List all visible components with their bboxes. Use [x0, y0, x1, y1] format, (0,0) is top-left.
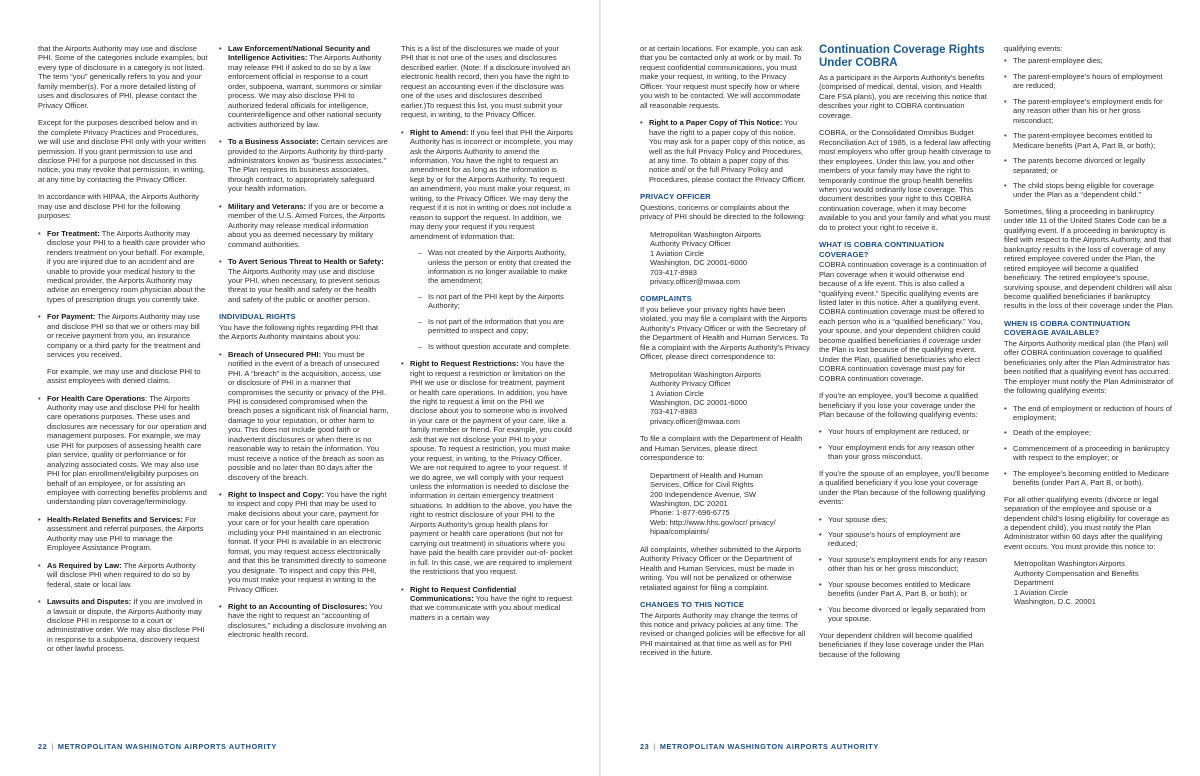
employer-events-list	[1004, 404, 1174, 488]
item-text: You have the right to request an “accounting of disclosures,” including a disclosure involving an electronic health record.	[228, 602, 387, 640]
item-title: For Treatment:	[47, 228, 100, 238]
list-item: • The employee’s becoming entitled to Medicare benefits (under Part A, Part B, or both).	[1004, 469, 1174, 488]
paragraph: All complaints, whether submitted to the Airports Authority Privacy Officer or the Department of Health and Human Services, must be made in writing. You will not be penalized or otherwise retaliated against for filing a complaint.	[640, 544, 802, 592]
right-page-column-1	[640, 44, 810, 666]
item-text: The Airports Authority will disclose PHI when required to do so by federal, state or local law.	[47, 560, 196, 589]
address-line: Metropolitan Washington Airports	[1014, 559, 1125, 569]
paragraph: The Airports Authority medical plan (the Plan) will offer COBRA continuation coverage to qualified beneficiaries only after the Plan Administrator has been notified that a qualifying event has occurred. The employer must notify the Plan Administrator of the following qualifying events:	[1004, 338, 1174, 396]
list-item: • Your spouse becomes entitled to Medicare benefits (under Part A, Part B, or both); or	[819, 580, 991, 599]
left-page-column-2	[219, 44, 389, 648]
list-item: • Death of the employee;	[1004, 428, 1174, 437]
list-item: – Is without question accurate and complete.	[418, 342, 573, 351]
list-item	[219, 137, 389, 194]
section-title-cobra	[819, 44, 991, 70]
child-events-list	[1004, 56, 1174, 199]
left-page-footer	[38, 742, 277, 751]
address-line: Metropolitan Washington Airports	[650, 229, 761, 239]
rights-list-final	[640, 118, 810, 184]
footer-org-name: METROPOLITAN WASHINGTON AIRPORTS AUTHORITY	[57, 742, 277, 751]
list-item	[219, 350, 389, 482]
item-text: If you are involved in a lawsuit or dispute, the Airports Authority may disclose PHI in response to a court or administrative order. We may also disclose PHI in response to a subpoena, discovery request or other lawful process.	[47, 597, 205, 654]
page-number: 22	[38, 742, 48, 751]
item-text: You have the right to a paper copy of this notice. You may ask for a paper copy of this notice, as well as the full Privacy Policy and Procedures, at any time. To obtain a paper copy of this notice and/ or the full Privacy Policy and Procedures, please contact the Privacy Officer.	[649, 118, 806, 184]
item-text: If you feel that PHI the Airports Authority has is incorrect or incomplete, you may ask the Airports Authority to amend the information. You have the right to request an amendment for as long as the information is kept by or for the Airports Authority. To request an amendment, you must make your request, in writing, to the Privacy Officer. We may deny the request if it is not in writing or does not include a reason to support the request. In addition, we may deny your request if you request amendment of information that:	[410, 127, 573, 241]
paragraph: The Airports Authority may change the terms of this notice and privacy policies at any time. The revised or changed policies will be effective for all PHI maintained at that time as well as for PHI received in the future.	[640, 610, 806, 658]
address-line: Metropolitan Washington Airports	[650, 369, 761, 379]
item-title: Lawsuits and Disputes:	[47, 597, 132, 607]
list-item: • Your spouse’s hours of employment are reduced;	[819, 530, 991, 549]
left-page-column-1	[38, 44, 208, 662]
item-title: As Required by Law:	[47, 560, 122, 570]
footer-org-name: METROPOLITAN WASHINGTON AIRPORTS AUTHORITY	[659, 742, 879, 751]
list-item: – Is not part of the information that you are permitted to inspect and copy;	[418, 317, 573, 336]
paragraph: As a participant in the Airports Authority’s benefits (comprised of medical, dental, vision, and Health Care FSA plans), you are receiving this notice that describes your right to COBRA continuation coverage.	[819, 73, 987, 120]
list-item: • Your hours of employment are reduced, or	[819, 427, 991, 436]
right-page-column-2	[819, 44, 991, 667]
address-email: privacy.officer@mwaa.com	[650, 416, 741, 426]
address-line: 703-417-8983	[650, 267, 697, 277]
address-line: 200 Independence Avenue, SW	[650, 489, 757, 499]
address-line: Department of Health and Human	[650, 470, 763, 480]
address-email: privacy.officer@mwaa.com	[650, 276, 741, 286]
item-title: Right to Inspect and Copy:	[228, 490, 325, 500]
address-line: Authority Privacy Officer	[650, 379, 731, 389]
paragraph: or at certain locations. For example, you can ask that you be contacted only at work or by mail. To request confidential communications, you must make your request, in writing, to the Privacy Officer. Your request must specify how or where you wish to be contacted. We will accommodate all reasonable requests.	[640, 44, 803, 110]
section-heading-individual-rights: INDIVIDUAL RIGHTS	[219, 312, 296, 322]
spouse-events-list	[819, 515, 991, 624]
address-line: Department	[1014, 578, 1054, 588]
paragraph: For all other qualifying events (divorce or legal separation of the employee and spouse or a dependent child’s losing eligibility for coverage as a dependent child), you must notify the Plan Administrator within 60 days after the qualifying event occurs. You must provide this notice to:	[1004, 494, 1170, 551]
list-item	[219, 490, 389, 594]
item-text: The Airports Authority may release PHI if asked to do so by a law enforcement official in response to a court order, subpoena, warrant, summons or similar process. We may also disclose PHI to authorized federal officials for intelligence, counterintelligence and other national security activities authorized by law.	[228, 53, 382, 129]
item-text: You have the right to request a restriction or limitation on the PHI we use or disclose for treatment, payment or health care operations. In addition, you have the right to request a limit on the PHI we disclose about you to someone who is involved in your care or the payment of your care, like a family member or friend. For example, you could ask that we not disclose your PHI to your spouse. To request a restriction, you must make your request, in writing, to the Privacy Officer. We are not required to agree to your request. If we do agree, we will comply with your request unless the information is needed to disclose the information in certain emergency treatment situations. In addition to the above, you have the right to restrict disclosure of your PHI to the Airports Authority’s group health plans for payment or health care operations (but not for carrying out treatment) in situations where you have paid the health care provider out-of- pocket in full. In this case, we are required to implement the restrictions that you request.	[410, 359, 573, 577]
list-item	[38, 597, 208, 654]
rights-list	[219, 350, 389, 640]
address-line: Services, Office for Civil Rights	[650, 480, 754, 490]
footer-separator: |	[653, 742, 656, 751]
paragraph: Sometimes, filing a proceeding in bankruptcy under title 11 of the United States Code can be a qualifying event. If a proceeding in bankruptcy is filed with respect to the Airports Authority, and that bankruptcy results in the loss of coverage of any retired employee covered under the Plan, the retired employee will become a qualified beneficiary. The retired employee’s spouse, surviving spouse, and dependent children will also become qualified beneficiaries if bankruptcy results in the loss of their coverage under the Plan.	[1004, 206, 1174, 311]
address-line: Washington, DC 20001-6000	[650, 397, 748, 407]
paragraph: COBRA continuation coverage is a continuation of Plan coverage when it would otherwise end because of a life event. This is also called a “qualifying event.” Specific qualifying events are listed later in this notice. After a qualifying event, COBRA continuation coverage must be offered to each person who is a “qualified beneficiary.” You, your spouse, and your dependent children could become qualified beneficiaries if coverage under the Plan is lost because of the qualifying event. Under the Plan, qualified beneficiaries who elect COBRA continuation coverage must pay for COBRA continuation coverage.	[819, 260, 987, 383]
item-title: Right to an Accounting of Disclosures:	[228, 602, 368, 612]
address-line: Washington, D.C. 20001	[1014, 597, 1096, 607]
section-heading-complaints: COMPLAINTS	[640, 294, 692, 304]
list-item	[219, 602, 389, 640]
address-phone: Phone: 1-877-696-6775	[650, 508, 730, 518]
list-item	[219, 202, 389, 249]
disclosure-list	[219, 44, 389, 304]
paragraph: You have the following rights regarding PHI that the Airports Authority maintains about you:	[219, 322, 379, 342]
paragraph: Except for the purposes described below and in the complete Privacy Practices and Procedures, we will use and disclose PHI only with your written permission. If you grant permission to use and disclose PHI for a purpose not discussed in this notice, you may revoke that permission, in writing, at any time by contacting the Privacy Officer.	[38, 118, 206, 184]
paragraph: qualifying events:	[1004, 44, 1063, 53]
list-item: • You become divorced or legally separated from your spouse.	[819, 605, 991, 624]
address-line: 703-417-8983	[650, 407, 697, 417]
paragraph: To file a complaint with the Department of Health and Human Services, please direct correspondence to:	[640, 434, 803, 463]
list-item	[38, 229, 208, 305]
item-title: Right to a Paper Copy of This Notice:	[649, 118, 783, 128]
list-item	[219, 44, 389, 129]
list-item	[38, 394, 208, 507]
list-item	[401, 359, 573, 576]
list-item: • The parent-employee’s hours of employment are reduced;	[1004, 72, 1174, 91]
item-text: You have the right to inspect and copy PHI that may be used to make decisions about your care, payment for your care or for your health care operation including your PHI maintained in an electronic format. If your PHI is available in an electronic format, you may request access electronically and that this be transmitted directly to someone you designate. To inspect and copy this PHI, you must make your request in writing to the Privacy Officer.	[228, 490, 387, 594]
item-title: Right to Amend:	[410, 127, 469, 137]
item-text: Certain services are provided to the Airports Authority by third-party administrators known as “business associates.” The Plan requires its business associates, through contract, to appropriately safeguard your health information.	[228, 137, 388, 194]
page-gutter	[599, 0, 601, 776]
item-title: Military and Veterans:	[228, 201, 307, 211]
left-page-column-3	[401, 44, 573, 630]
paragraph: If you believe your privacy rights have been violated, you may file a complaint with the Airports Authority’s Privacy Officer or with the Secretary of the Department of Health and Human Services. To file a complaint with the Airports Authority’s Privacy Officer, please direct correspondence to:	[640, 304, 810, 362]
paragraph: This is a list of the disclosures we made of your PHI that is not one of the uses and disclosures described earlier. (Note: If a disclosure involved an electronic health record, then you have the right to request an accounting even if the disclosure was one of the uses and disclosures described earlier.)To request this list, you must submit your request, in writing, to the Privacy Officer.	[401, 44, 571, 120]
address-line: 1 Aviation Circle	[650, 248, 704, 258]
item-title: Breach of Unsecured PHI:	[228, 349, 322, 359]
footer-separator: |	[51, 742, 54, 751]
right-page-column-3	[1004, 44, 1174, 615]
address-line: 1 Aviation Circle	[650, 388, 704, 398]
list-item: • Commencement of a proceeding in bankruptcy with respect to the employer; or	[1004, 444, 1174, 463]
item-title: Right to Request Restrictions:	[410, 359, 519, 369]
paragraph: COBRA, or the Consolidated Omnibus Budget Reconciliation Act of 1985, is a federal law affecting most employers who offer group health coverage to their employees. Under this law, you and other members of your family may have the right to temporarily continue the group health benefits when you would ordinarily lose coverage. This document describes your right to this COBRA continuation coverage, when it may become available to you and your family and what you must do to protect your right to receive it.	[819, 128, 991, 232]
address-line: 1 Aviation Circle	[1014, 587, 1068, 597]
list-item: • Your employment ends for any reason other than your gross misconduct.	[819, 443, 991, 462]
list-item	[38, 312, 208, 385]
list-item: – Was not created by the Airports Authority, unless the person or entity that created the information is no longer available to make the amendment;	[418, 248, 573, 286]
list-item	[401, 128, 573, 352]
item-text: The Airports Authority may use and disclose PHI so that we or others may bill or receive payment from you, an insurance company or a third party for the treatment and services you received.	[47, 312, 201, 360]
list-item: • The parent-employee’s employment ends for any reason other than his or her gross misconduct;	[1004, 97, 1174, 125]
item-text: If you are or become a member of the U.S. Armed Forces, the Airports Authority may release medical information about you as deemed necessary by military command authorities.	[228, 201, 385, 249]
purpose-list	[38, 229, 208, 654]
item-text: You have the right to request that we communicate with you about medical matters in a certain way	[410, 594, 572, 622]
employee-events-list	[819, 427, 991, 461]
item-title: To a Business Associate:	[228, 137, 319, 147]
item-title: To Avert Serious Threat to Health or Safety:	[228, 257, 384, 267]
item-title: For Payment:	[47, 312, 96, 322]
address-line: Washington, DC 20201	[650, 499, 728, 509]
page-number: 23	[640, 742, 650, 751]
address-line: Authority Privacy Officer	[650, 239, 731, 249]
list-item	[38, 515, 208, 553]
list-item	[401, 585, 573, 623]
item-text: You must be notified in the event of a breach of unsecured PHI. A “breach” is the acquisition, access, use or disclosure of PHI in a manner that compromises the security or privacy of the PHI. PHI is considered compromised when the breach poses a significant risk of financial harm, damage to your reputation, or other harm to you. This does not include good faith or inadvertent disclosures or when there is no reasonable way to retain the information. You must receive a notice of the breach as soon as possible and no later than 60 days after the discovery of the breach.	[228, 349, 389, 482]
list-item: • The child stops being eligible for coverage under the Plan as a “dependent child.”	[1004, 181, 1174, 200]
item-title: Right to Request Confidential Communications:	[410, 584, 517, 604]
item-title: For Health Care Operations	[47, 393, 146, 403]
list-item	[640, 118, 810, 184]
list-item: • The end of employment or reduction of hours of employment;	[1004, 404, 1174, 423]
item-title: Health-Related Benefits and Services:	[47, 514, 183, 524]
complaints-address	[640, 370, 810, 427]
item-text: For assessment and referral purposes, the Airports Authority may use PHI to manage the Employee Assistance Program.	[47, 514, 204, 553]
address-line: Authority Compensation and Benefits	[1014, 568, 1139, 578]
address-web: hipaa/complaints/	[650, 527, 709, 537]
title-line: Under COBRA	[819, 57, 898, 69]
paragraph: If you’re an employee, you’ll become a qualified beneficiary if you lose your coverage under the Plan because of the following qualifying events:	[819, 391, 978, 419]
paragraph: that the Airports Authority may use and disclose PHI. Some of the categories include examples, but every type of disclosure in a category is not listed. The term “you” generically refers to you and your family member(s). For a more detailed listing of uses and disclosures of PHI, please contact the Privacy Officer.	[38, 44, 208, 110]
section-heading-when-available: WHEN IS COBRA CONTINUATION COVERAGE AVAILABLE?	[1004, 318, 1131, 338]
section-heading-privacy-officer: PRIVACY OFFICER	[640, 192, 711, 202]
list-item	[219, 257, 389, 304]
item-subtext: For example, we may use and disclose PHI to assist employees with denied claims.	[47, 366, 201, 386]
section-heading-what-is-cobra: WHAT IS COBRA CONTINUATION COVERAGE?	[819, 240, 945, 259]
item-text: The Airports Authority may disclose your PHI to a health care provider who renders treatment on your behalf. For example, if you are injured due to an accident and are unable to provide your medical history to the medical provider, the Airports Authority may advise an emergency room physician about the types of prescription drugs you currently take.	[47, 228, 206, 304]
benefits-department-address	[1004, 559, 1174, 606]
privacy-officer-address	[640, 230, 810, 287]
list-item: – Is not part of the PHI kept by the Airports Authority;	[418, 292, 573, 311]
rights-list-continued	[401, 128, 573, 623]
hhs-address	[640, 471, 810, 537]
list-item: • Your spouse dies;	[819, 515, 991, 524]
address-web: Web: http://www.hhs.gov/ocr/ privacy/	[650, 517, 776, 527]
item-text: The Airports Authority may use and disclose your PHI, when necessary, to prevent serious threat to your health and safety or the health and safety of the public or another person.	[228, 266, 380, 304]
item-title: Law Enforcement/National Security and Intelligence Activities:	[228, 44, 371, 63]
paragraph: Your dependent children will become qualified beneficiaries if they lose coverage under the Plan because of the following	[819, 630, 984, 659]
list-item: • The parents become divorced or legally separated; or	[1004, 156, 1174, 175]
section-heading-changes: CHANGES TO THIS NOTICE	[640, 600, 745, 610]
item-text: : The Airports Authority may use and disclose PHI for health care operations purposes. These uses and disclosures are necessary for our operation and management purposes. For example, we may use PHI for purposes of assessing health care plan service, quality or performance or for analyzing associated costs. We may also use PHI for plan enrollment/eligibility purposes on behalf of an employee, or for assisting an employee with correcting benefits problems and understanding plan coverage/terminology.	[47, 393, 207, 507]
address-line: Washington, DC 20001-6000	[650, 258, 748, 268]
list-item: • The parent-employee becomes entitled to Medicare benefits (Part A, Part B, or both);	[1004, 131, 1174, 150]
amendment-denial-list	[418, 248, 573, 351]
right-page-footer	[640, 742, 879, 751]
list-item: • Your spouse’s employment ends for any reason other than his or her gross misconduct;	[819, 555, 991, 574]
list-item	[38, 561, 208, 589]
title-line: Continuation Coverage Rights	[819, 44, 985, 56]
list-item: • The parent-employee dies;	[1004, 56, 1174, 65]
paragraph: If you’re the spouse of an employee, you’ll become a qualified beneficiary if you lose your coverage under the Plan because of the following qualifying events:	[819, 468, 989, 507]
paragraph: In accordance with HIPAA, the Airports Authority may use and disclose PHI for the following purposes:	[38, 192, 199, 221]
paragraph: Questions, concerns or complaints about the privacy of PHI should be directed to the following:	[640, 202, 806, 222]
